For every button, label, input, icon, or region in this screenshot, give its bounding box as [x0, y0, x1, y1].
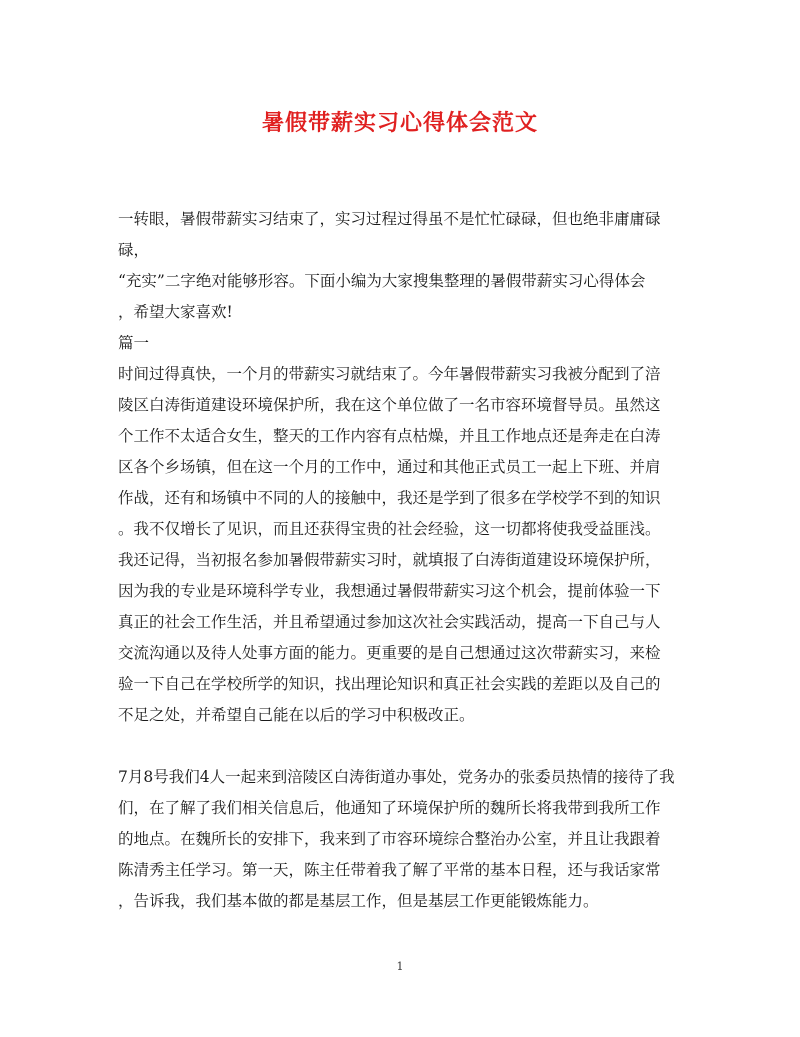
body-line: 不足之处，并希望自己能在以后的学习中积极改正。 — [118, 706, 475, 724]
section-heading: 篇一 — [118, 334, 150, 352]
body-line: 因为我的专业是环境科学专业，我想通过暑假带薪实习这个机会，提前体验一下 — [118, 582, 661, 600]
body-line: 时间过得真快，一个月的带薪实习就结束了。今年暑假带薪实习我被分配到了涪 — [118, 365, 661, 383]
body-line: 验一下自己在学校所学的知识，找出理论知识和真正社会实践的差距以及自己的 — [118, 675, 661, 693]
body-line: 区各个乡场镇，但在这一个月的工作中，通过和其他正式员工一起上下班、并肩 — [118, 458, 661, 476]
body-line: 作战，还有和场镇中不同的人的接触中，我还是学到了很多在学校学不到的知识 — [118, 489, 661, 507]
body-line: “充实”二字绝对能够形容。下面小编为大家搜集整理的暑假带薪实习心得体会 — [118, 272, 646, 290]
body-line: 的地点。在魏所长的安排下，我来到了市容环境综合整治办公室，并且让我跟着 — [118, 830, 661, 848]
body-line: ，希望大家喜欢! — [118, 303, 233, 321]
body-line: 交流沟通以及待人处事方面的能力。更重要的是自己想通过这次带薪实习，来检 — [118, 644, 661, 662]
body-line: 一转眼，暑假带薪实习结束了，实习过程过得虽不是忙忙碌碌，但也绝非庸庸碌 — [118, 210, 661, 228]
document-body — [118, 204, 678, 917]
page-number: 1 — [396, 960, 404, 973]
body-line: ，告诉我，我们基本做的都是基层工作，但是基层工作更能锻炼能力。 — [118, 892, 599, 910]
body-line: 。我不仅增长了见识，而且还获得宝贵的社会经验，这一切都将使我受益匪浅。 — [118, 520, 661, 538]
paragraph-spacer — [118, 731, 678, 762]
body-line: 个工作不太适合女生，整天的工作内容有点枯燥，并且工作地点还是奔走在白涛 — [118, 427, 661, 445]
body-line: 真正的社会工作生活，并且希望通过参加这次社会实践活动，提高一下自己与人 — [118, 613, 661, 631]
body-line: 7月8号我们4人一起来到涪陵区白涛街道办事处，党务办的张委员热情的接待了我 — [118, 768, 675, 786]
body-line: 们，在了解了我们相关信息后，他通知了环境保护所的魏所长将我带到我所工作 — [118, 799, 661, 817]
body-line: 我还记得，当初报名参加暑假带薪实习时，就填报了白涛街道建设环境保护所， — [118, 551, 661, 569]
body-line: 碌， — [118, 241, 150, 259]
body-line: 陵区白涛街道建设环境保护所，我在这个单位做了一名市容环境督导员。虽然这 — [118, 396, 661, 414]
document-title: 暑假带薪实习心得体会范文 — [261, 110, 538, 136]
body-line: 陈清秀主任学习。第一天，陈主任带着我了解了平常的基本日程，还与我话家常 — [118, 861, 661, 879]
